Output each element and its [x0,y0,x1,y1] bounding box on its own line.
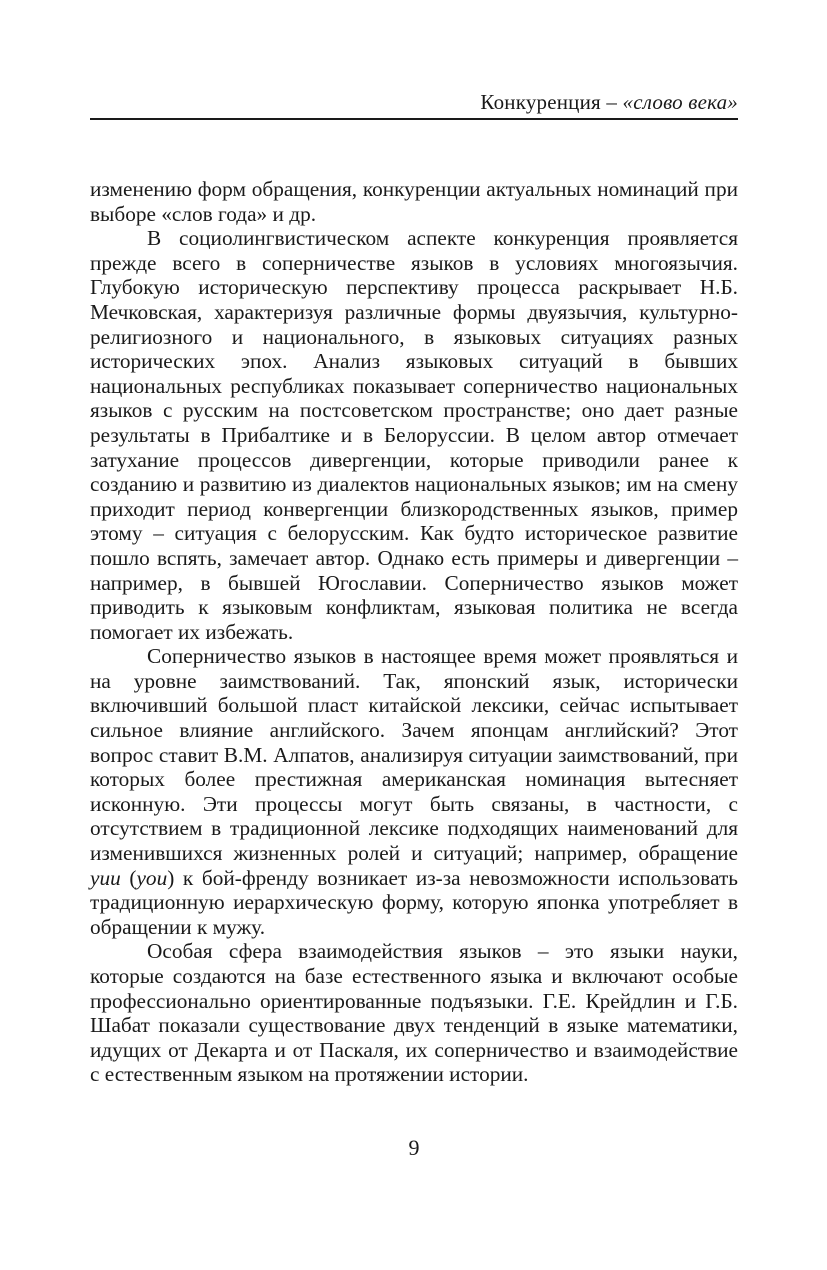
paragraph-borrowings [90,644,738,939]
running-head-title-italic: «слово века» [622,90,738,114]
italic-term-uii: уии [90,865,121,890]
paragraph-borrowings-text-3: ) к бой-френду возникает из-за невозможности использовать традиционную иерархическую форму, которую японка употребляет в обращении к мужу. [90,865,739,939]
paragraph-borrowings-text-1: Соперничество языков в настоящее время может проявляться и на уровне заимствований. Так, японский язык, исторически включивший большой пласт китайской лексики, сейчас испытывает сильное влияние английского. Зачем японцам английский? Этот вопрос ставит В.М. Алпатов, анализируя ситуации заимствований, при которых более престижная американская номинация вытесняет исконную. Эти процессы могут быть связаны, в частности, с отсутствием в традиционной лексике подходящих наименований для изменившихся жизненных ролей и ситуаций; например, обращение [90,644,738,866]
header-rule [90,118,738,120]
page-body [90,177,738,1087]
paragraph-borrowings-text-2: ( [120,865,137,890]
running-head-title: Конкуренция – [480,90,623,114]
paragraph-sociolinguistic: В социолингвистическом аспекте конкуренция проявляется прежде всего в соперничестве языков в условиях многоязычия. Глубокую историческую перспективу процесса раскрывает Н.Б. Мечковская, характеризуя различные формы двуязычия, культурно-религиозного и национального, в языковых ситуациях разных исторических эпох. Анализ языковых ситуаций в бывших национальных республиках показывает соперничество национальных языков с русским на постсоветском пространстве; оно дает разные результаты в Прибалтике и в Белоруссии. В целом автор отмечает затухание процессов дивергенции, которые приводили ранее к созданию и развитию из диалектов национальных языков; им на смену приходит период конвергенции близкородственных языков, пример этому – ситуация с белорусским. Как будто историческое развитие пошло вспять, замечает автор. Однако есть примеры и дивергенции – например, в бывшей Югославии. Соперничество языков может приводить к языковым конфликтам, языковая политика не всегда помогает их избежать. [90,226,738,644]
page-number: 9 [408,1135,420,1160]
paragraph-continuation: изменению форм обращения, конкуренции актуальных номинаций при выборе «слов года» и др. [90,177,738,226]
italic-term-you: you [136,865,168,890]
running-head [90,88,738,116]
paragraph-science-languages: Особая сфера взаимодействия языков – это языки науки, которые создаются на базе естественного языка и включают особые профессионально ориентированные подъязыки. Г.Е. Крейдлин и Г.Б. Шабат показали существование двух тенденций в языке математики, идущих от Декарта и от Паскаля, их соперничество и взаимодействие с естественным языком на протяжении истории. [90,939,738,1087]
